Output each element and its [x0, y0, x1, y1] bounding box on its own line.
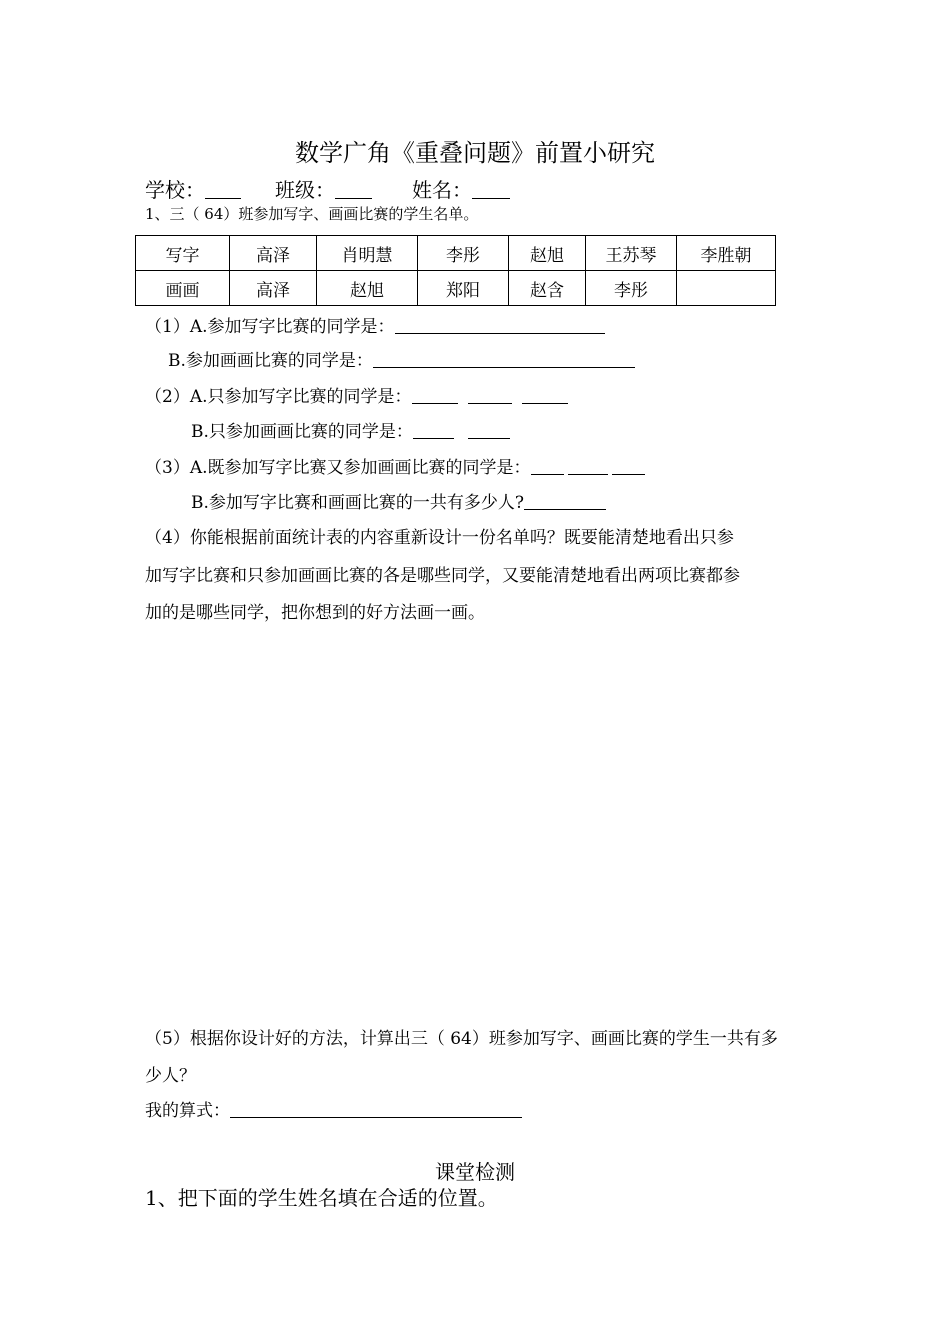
answer-blank[interactable]	[524, 491, 606, 510]
answer-blank[interactable]	[412, 385, 458, 404]
table-cell: 写字	[136, 236, 230, 271]
table-cell: 赵含	[509, 271, 586, 306]
answer-blank[interactable]	[413, 420, 454, 439]
question-1-5-line: 少人？	[145, 1066, 196, 1086]
school-blank[interactable]	[205, 180, 241, 199]
question-1-4-line: 加的是哪些同学，把你想到的好方法画一画。	[145, 603, 485, 623]
question-1-intro: 1、三（ 64）班参加写字、画画比赛的学生名单。	[145, 205, 479, 223]
student-info-line	[145, 174, 510, 203]
table-cell: 赵旭	[509, 236, 586, 271]
page-title: 数学广角《重叠问题》前置小研究	[295, 139, 655, 167]
name-blank[interactable]	[472, 180, 510, 199]
table-cell	[677, 271, 776, 306]
school-label: 学校：	[145, 178, 205, 202]
answer-blank[interactable]	[230, 1099, 522, 1118]
table-cell: 王苏琴	[586, 236, 677, 271]
question-1-1a	[145, 312, 605, 337]
question-text: B.参加画画比赛的同学是：	[168, 351, 373, 371]
question-1-3b	[191, 488, 606, 513]
answer-blank[interactable]	[468, 385, 512, 404]
question-1-1b	[168, 346, 635, 371]
question-text: B.只参加画画比赛的同学是：	[191, 422, 413, 442]
name-label: 姓名：	[412, 178, 472, 202]
class-label: 班级：	[275, 178, 335, 202]
drawing-area[interactable]	[145, 632, 805, 1012]
question-text: B.参加写字比赛和画画比赛的一共有多少人?	[191, 493, 525, 513]
answer-blank[interactable]	[395, 315, 605, 334]
table-cell: 高泽	[230, 271, 317, 306]
question-text: 我的算式：	[145, 1101, 230, 1121]
question-1-4-line: （4）你能根据前面统计表的内容重新设计一份名单吗？既要能清楚地看出只参	[145, 528, 734, 548]
table-cell: 赵旭	[317, 271, 418, 306]
name-table	[135, 235, 776, 306]
table-row	[136, 271, 776, 306]
answer-blank[interactable]	[373, 349, 635, 368]
table-cell: 郑阳	[418, 271, 509, 306]
answer-blank[interactable]	[612, 456, 645, 475]
answer-blank[interactable]	[568, 456, 608, 475]
class-blank[interactable]	[335, 180, 372, 199]
table-cell: 李胜朝	[677, 236, 776, 271]
table-cell: 高泽	[230, 236, 317, 271]
question-1-5-formula	[145, 1096, 522, 1121]
question-1-5-line: （5）根据你设计好的方法，计算出三（ 64）班参加写字、画画比赛的学生一共有多	[145, 1029, 778, 1049]
question-text: （2）A.只参加写字比赛的同学是：	[145, 387, 412, 407]
table-cell: 肖明慧	[317, 236, 418, 271]
answer-blank[interactable]	[531, 456, 564, 475]
answer-blank[interactable]	[468, 420, 510, 439]
table-row	[136, 236, 776, 271]
question-1-4-line: 加写字比赛和只参加画画比赛的各是哪些同学，又要能清楚地看出两项比赛都参	[145, 566, 740, 586]
table-cell: 画画	[136, 271, 230, 306]
question-text: （1）A.参加写字比赛的同学是：	[145, 317, 395, 337]
section-title: 课堂检测	[435, 1160, 515, 1184]
section-question-1: 1、把下面的学生姓名填在合适的位置。	[145, 1186, 498, 1210]
question-text: （3）A.既参加写字比赛又参加画画比赛的同学是：	[145, 458, 531, 478]
question-1-2a	[145, 382, 568, 407]
table-cell: 李彤	[418, 236, 509, 271]
answer-blank[interactable]	[522, 385, 568, 404]
question-1-3a	[145, 453, 645, 478]
question-1-2b	[191, 417, 510, 442]
table-cell: 李彤	[586, 271, 677, 306]
